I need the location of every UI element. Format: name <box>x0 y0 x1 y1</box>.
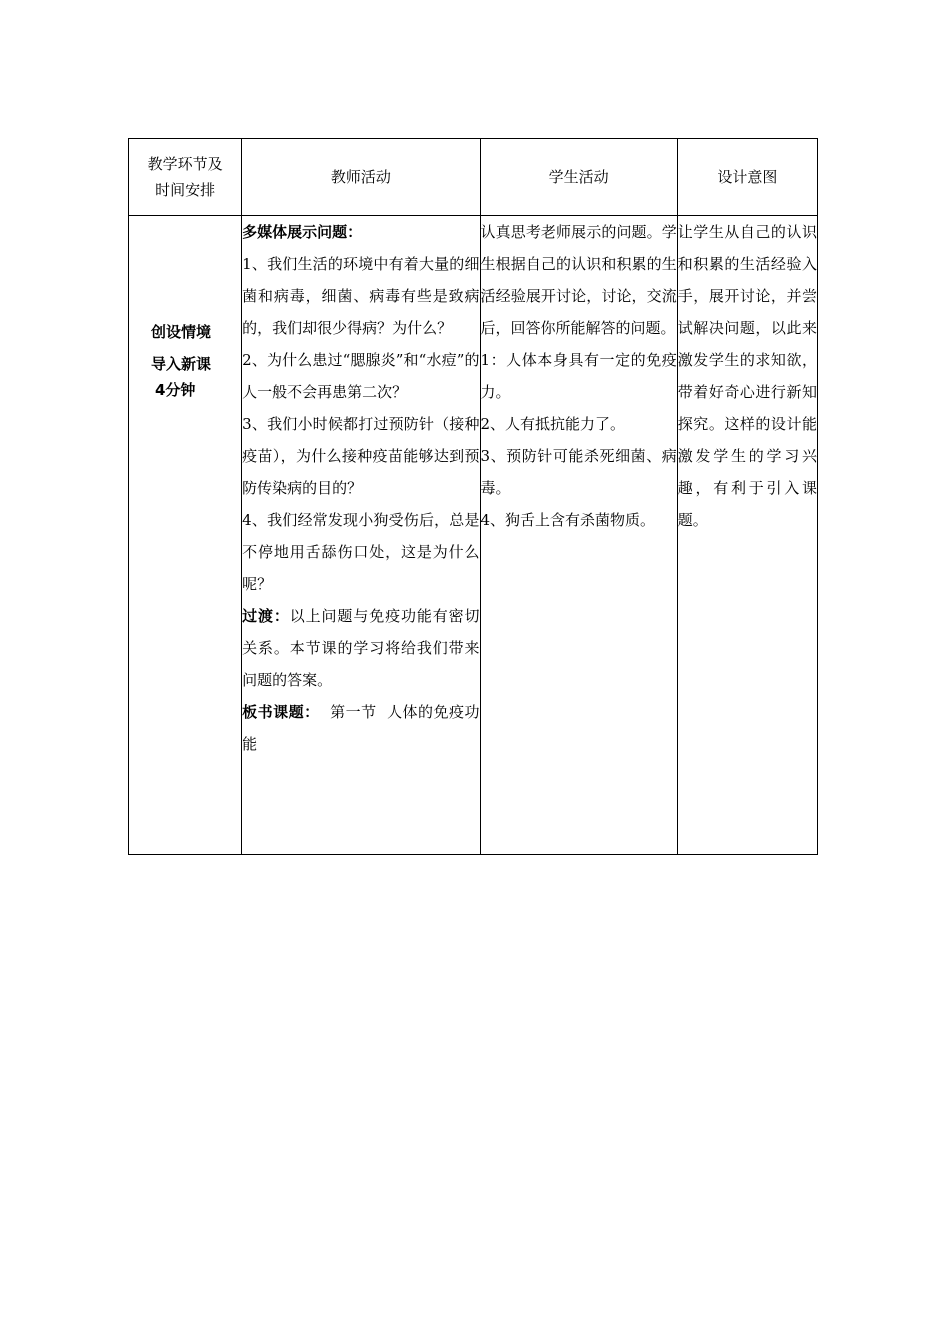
table-row <box>129 216 818 855</box>
student-answer-4: 4、狗舌上含有杀菌物质。 <box>480 511 656 529</box>
transition-label: 过渡： <box>242 607 290 625</box>
student-activity-cell <box>480 216 677 855</box>
board-text: 第一节 人体的免疫功能 <box>242 703 480 753</box>
stage-line1: 创设情境 <box>151 323 212 341</box>
board-label: 板书课题： <box>242 703 320 721</box>
header-stage-line2: 时间安排 <box>155 181 216 199</box>
teacher-question-3: 3、我们小时候都打过预防针（接种疫苗），为什么接种疫苗能够达到预防传染病的目的？ <box>242 415 480 497</box>
design-intent-text: 让学生从自己的认识和积累的生活经验入手，展开讨论，并尝试解决问题，以此来激发学生的求知欲，带着好奇心进行新知探究。这样的设计能激发学生的学习兴趣，有利于引入课题。 <box>677 223 817 529</box>
lesson-plan-table <box>128 138 818 855</box>
stage-cell <box>129 216 242 855</box>
stage-box <box>129 216 241 400</box>
student-answer-3: 3、预防针可能杀死细菌、病毒。 <box>480 447 677 497</box>
design-intent-cell <box>677 216 817 855</box>
student-intro: 认真思考老师展示的问题。学生根据自己的认识和积累的生活经验展开讨论，讨论，交流后，回答你所能解答的问题。 <box>480 223 677 337</box>
teacher-transition <box>242 600 479 696</box>
transition-text: 以上问题与免疫功能有密切关系。本节课的学习将给我们带来问题的答案。 <box>242 607 480 689</box>
header-teacher-activity: 教师活动 <box>242 139 480 216</box>
teacher-heading: 多媒体展示问题： <box>242 223 363 241</box>
teacher-question-1: 1、我们生活的环境中有着大量的细菌和病毒，细菌、病毒有些是致病的，我们却很少得病？为什么？ <box>242 255 480 337</box>
stage-time: 4分钟 <box>155 381 196 399</box>
teacher-board-title <box>242 696 479 760</box>
stage-line2: 导入新课 <box>151 355 212 373</box>
teacher-question-4: 4、我们经常发现小狗受伤后，总是不停地用舌舔伤口处，这是为什么呢？ <box>242 511 480 593</box>
header-student-activity: 学生活动 <box>480 139 677 216</box>
header-stage-line1: 教学环节及 <box>147 155 223 173</box>
teacher-question-2: 2、为什么患过“腮腺炎”和“水痘”的人一般不会再患第二次？ <box>242 351 480 401</box>
header-design-intent: 设计意图 <box>677 139 817 216</box>
table-header-row <box>129 139 818 216</box>
student-answer-2: 2、人有抵抗能力了。 <box>480 415 626 433</box>
student-answer-1: 1：人体本身具有一定的免疫力。 <box>480 351 677 401</box>
header-stage-time <box>129 139 242 216</box>
teacher-activity-cell <box>242 216 480 855</box>
